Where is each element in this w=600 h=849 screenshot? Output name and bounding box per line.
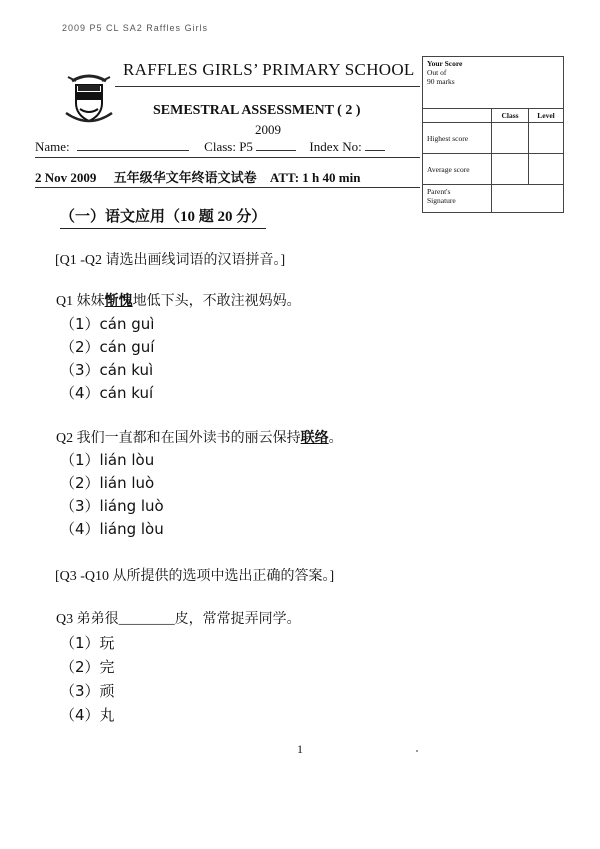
- instruction-q3-q10: [Q3 -Q10 从所提供的选项中选出正确的答案。]: [55, 569, 335, 584]
- question-2: Q2 我们一直都和在国外读书的丽云保持联络。: [56, 431, 343, 446]
- q3-option-1[interactable]: （1）玩: [60, 634, 115, 652]
- class-label: Class: P5: [204, 139, 253, 154]
- question-number: Q2: [56, 431, 74, 446]
- q1-option-3[interactable]: （3）cán kuì: [60, 361, 154, 379]
- underlined-word: 惭愧: [104, 294, 133, 309]
- level-column-header: Level: [529, 109, 564, 123]
- highest-class-cell: [492, 123, 529, 154]
- underlined-word: 联络: [300, 431, 329, 446]
- assessment-title: SEMESTRAL ASSESSMENT ( 2 ): [153, 103, 361, 118]
- highest-score-label: Highest score: [423, 123, 492, 154]
- name-field[interactable]: [77, 139, 189, 151]
- q1-option-1[interactable]: （1）cán guì: [60, 315, 155, 333]
- exam-date: 2 Nov 2009: [35, 170, 97, 185]
- class-column-header: Class: [492, 109, 529, 123]
- page-number: 1: [297, 742, 303, 756]
- info-divider: [35, 157, 420, 158]
- q1-option-2[interactable]: （2）cán guí: [60, 338, 155, 356]
- score-box: [422, 56, 564, 213]
- exam-title: 五年级华文年终语文试卷: [113, 170, 257, 185]
- average-level-cell: [529, 154, 564, 185]
- total-marks-label: 90 marks: [427, 77, 455, 86]
- out-of-label: Out of: [427, 68, 447, 77]
- average-class-cell: [492, 154, 529, 185]
- section-heading: （一）语文应用（10 题 20 分）: [60, 205, 266, 229]
- question-3: Q3 弟弟很________皮，常常捉弄同学。: [56, 612, 301, 627]
- date-divider: [35, 187, 420, 188]
- q2-option-2[interactable]: （2）lián luò: [60, 474, 155, 492]
- your-score-label: Your Score: [427, 59, 463, 68]
- average-score-label: Average score: [423, 154, 492, 185]
- header-divider: [115, 86, 420, 87]
- q2-option-1[interactable]: （1）lián lòu: [60, 451, 155, 469]
- answer-blank[interactable]: ________: [118, 612, 175, 627]
- scan-header: 2009 P5 CL SA2 Raffles Girls: [62, 23, 209, 33]
- index-field[interactable]: [365, 139, 385, 151]
- q3-option-4[interactable]: （4）丸: [60, 706, 115, 724]
- q2-option-4[interactable]: （4）liáng lòu: [60, 520, 164, 538]
- instruction-q1-q2: [Q1 -Q2 请选出画线词语的汉语拼音。]: [55, 253, 286, 268]
- your-score-cell: [423, 57, 564, 109]
- scan-speck: [416, 750, 418, 752]
- class-field[interactable]: [256, 139, 296, 151]
- index-label: Index No:: [309, 139, 362, 154]
- parent-signature-label: Parent's Signature: [423, 185, 492, 213]
- q3-option-2[interactable]: （2）完: [60, 658, 115, 676]
- q1-option-4[interactable]: （4）cán kuí: [60, 384, 154, 402]
- q3-option-3[interactable]: （3）顽: [60, 682, 115, 700]
- question-1: Q1 妹妹惭愧地低下头，不敢注视妈妈。: [56, 294, 301, 309]
- school-name: RAFFLES GIRLS’ PRIMARY SCHOOL: [123, 60, 415, 79]
- q2-option-3[interactable]: （3）liáng luò: [60, 497, 164, 515]
- highest-level-cell: [529, 123, 564, 154]
- exam-info-row: [35, 167, 360, 186]
- exam-time: ATT: 1 h 40 min: [269, 170, 361, 185]
- parent-signature-field[interactable]: [492, 185, 564, 213]
- question-number: Q3: [56, 612, 74, 627]
- name-label: Name:: [35, 139, 70, 154]
- student-info-row: [35, 139, 425, 155]
- question-number: Q1: [56, 294, 74, 309]
- assessment-year: 2009: [255, 122, 281, 137]
- school-crest-logo: [64, 67, 114, 125]
